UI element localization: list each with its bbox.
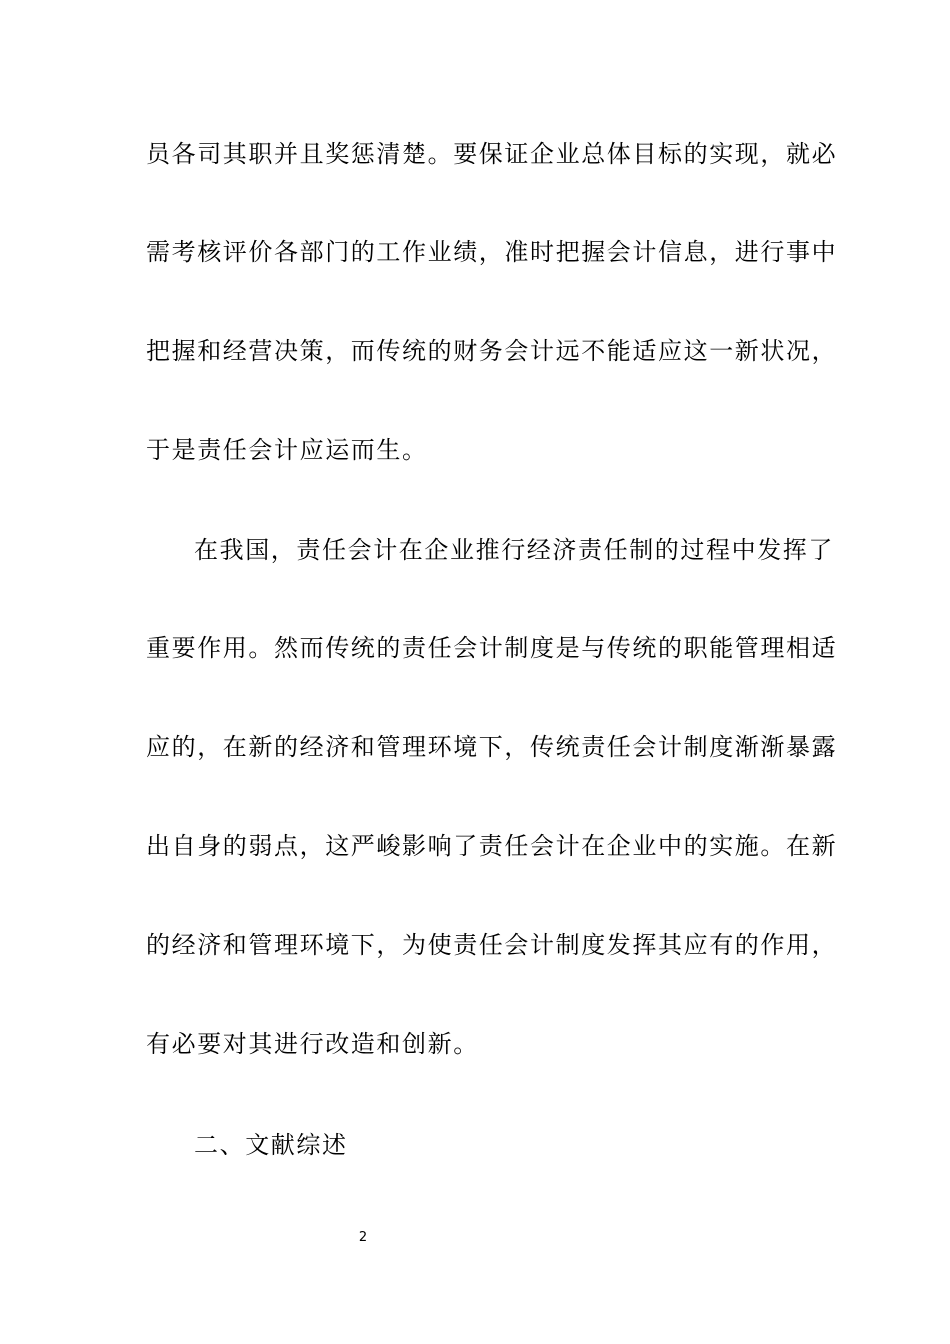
paragraph-1-line-4: 于是责任会计应运而生。 bbox=[146, 436, 428, 464]
paragraph-2-line-2: 重要作用。然而传统的责任会计制度是与传统的职能管理相适 bbox=[146, 634, 838, 662]
paragraph-2-line-1: 在我国，责任会计在企业推行经济责任制的过程中发挥了 bbox=[194, 536, 834, 564]
paragraph-1-line-2: 需考核评价各部门的工作业绩，准时把握会计信息，进行事中 bbox=[146, 238, 838, 266]
paragraph-2-line-6: 有必要对其进行改造和创新。 bbox=[146, 1030, 479, 1058]
paragraph-2-line-4: 出自身的弱点，这严峻影响了责任会计在企业中的实施。在新 bbox=[146, 832, 838, 860]
page-number: 2 bbox=[358, 1230, 368, 1245]
paragraph-1-line-1: 员各司其职并且奖惩清楚。要保证企业总体目标的实现，就必 bbox=[146, 140, 838, 168]
paragraph-1-line-3: 把握和经营决策，而传统的财务会计远不能适应这一新状况， bbox=[146, 337, 838, 365]
paragraph-2-line-5: 的经济和管理环境下，为使责任会计制度发挥其应有的作用， bbox=[146, 931, 838, 959]
section-heading: 二、文献综述 bbox=[194, 1131, 348, 1159]
paragraph-2-line-3: 应的，在新的经济和管理环境下，传统责任会计制度渐渐暴露 bbox=[146, 733, 838, 761]
